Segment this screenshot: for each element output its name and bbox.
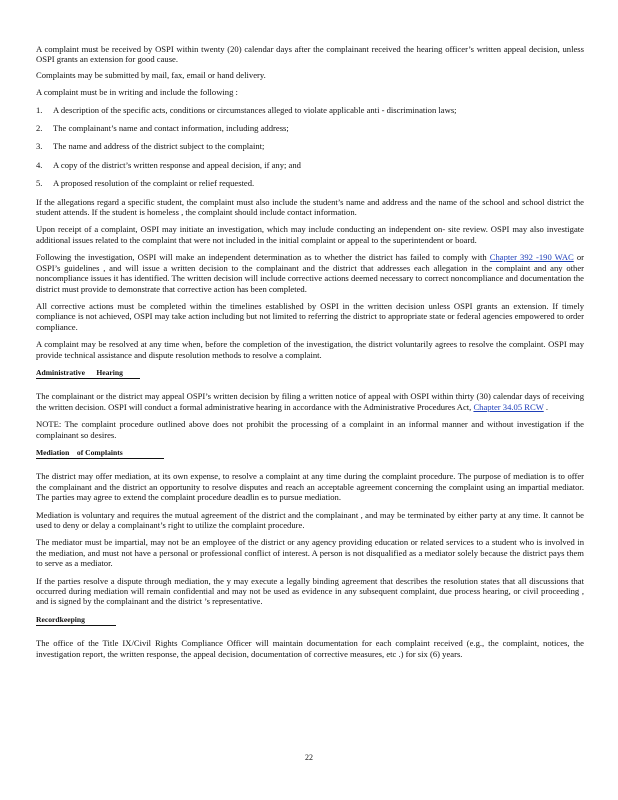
paragraph-mediator-impartial: The mediator must be impartial, may not be an employee of the district or any agency providing education or related services to a student who is involved in the mediation, and must not have a personal or professional conflict of interest. A person is not disqualified as a mediator solely because the district pays them to serve as a mediator. xyxy=(36,537,584,569)
paragraph-mediation-voluntary: Mediation is voluntary and requires the mutual agreement of the district and the complainant , and may be terminated by either party at any time. It cannot be used to deny or delay a complainant’s right to utilize the complaint procedure. xyxy=(36,509,584,530)
chapter-34-05-rcw-link[interactable]: Chapter 34.05 RCW xyxy=(473,401,544,412)
document-page xyxy=(36,44,584,666)
chapter-392-190-wac-link[interactable]: Chapter 392 -190 WAC xyxy=(489,252,574,263)
requirements-list xyxy=(36,105,584,189)
section-heading-administrative-hearing: Administrative Hearing xyxy=(36,367,584,385)
list-item: 1. A description of the specific acts, conditions or circumstances alleged to violate applicable anti - discrimination laws; xyxy=(36,104,457,115)
paragraph-filing-deadline: A complaint must be received by OSPI within twenty (20) calendar days after the complainant received the hearing officer’s written appeal decision, unless OSPI grants an extension for good cause. xyxy=(36,44,584,65)
paragraph-investigation: Upon receipt of a complaint, OSPI may initiate an investigation, which may include conducting an independent on- site review. OSPI may also investigate additional issues related to the complaint that were not included in the initial complaint or appeal to the superintendent or board. xyxy=(36,224,584,245)
section-heading-recordkeeping: Recordkeeping xyxy=(36,614,584,632)
paragraph-appeal: The complainant or the district may appeal OSPI’s written decision by filing a written notice of appeal with OSPI within thirty (30) calendar days of receiving the written decision. OSPI will conduct a formal administrative hearing in accordance with the Administrative Procedures Act, Chapter 34.05 RCW . xyxy=(36,391,584,412)
paragraph-corrective-actions: All corrective actions must be completed within the timelines established by OSPI in the written decision unless OSPI grants an extension. If timely compliance is not achieved, OSPI may take action including but not limited to referring the district to appropriate state or federal agencies empowered to order compliance. xyxy=(36,300,584,332)
page-number: 22 xyxy=(305,753,313,762)
paragraph-note: NOTE: The complaint procedure outlined above does not prohibit the processing of a complaint in an informal manner and without investigation if the complainant so desires. xyxy=(36,419,584,440)
list-item: 2. The complainant’s name and contact information, including address; xyxy=(36,123,289,134)
paragraph-mediation-offer: The district may offer mediation, at its own expense, to resolve a complaint at any time during the complaint procedure. The purpose of mediation is to offer the complainant and the district an opportunity to resolve disputes and reach an acceptable agreement concerning the complaint using an impartial mediator. The parties may agree to extend the complaint procedure deadlin es to pursue mediation. xyxy=(36,471,584,503)
paragraph-submission-methods: Complaints may be submitted by mail, fax, email or hand delivery. xyxy=(36,69,266,80)
paragraph-complaint-requirements: A complaint must be in writing and include the following : xyxy=(36,87,238,98)
paragraph-recordkeeping: The office of the Title IX/Civil Rights Compliance Officer will maintain documentation for each complaint received (e.g., the complaint, notices, the investigation report, the written response, the appeal decision, documentation of corrective measures, etc .) for six (6) years. xyxy=(36,638,584,659)
list-item: 5. A proposed resolution of the complaint or relief requested. xyxy=(36,178,255,189)
list-item: 4. A copy of the district’s written response and appeal decision, if any; and xyxy=(36,159,301,170)
paragraph-determination: Following the investigation, OSPI will make an independent determination as to whether the district has failed to comply with Chapter 392 -190 WAC or OSPI’s guidelines , and will issue a written decision to the complainant and the district that addresses each allegation in the complaint and any other noncompliance issues it has identified. The written decision will include corrective actions deemed necessary to correct noncompliance and documentation the district must provide to demonstrate that corrective action has been completed. xyxy=(36,252,584,294)
paragraph-specific-student: If the allegations regard a specific student, the complaint must also include the student’s name and address and the name of the school and school district the student attends. If the student is homeless , the complaint should include contact information. xyxy=(36,196,584,218)
paragraph-voluntary-resolution: A complaint may be resolved at any time when, before the completion of the investigation, the district voluntarily agrees to resolve the complaint. OSPI may provide technical assistance and dispute resolution methods to resolve a complaint. xyxy=(36,339,584,360)
section-heading-mediation: Mediation of Complaints xyxy=(36,447,584,465)
paragraph-mediation-agreement: If the parties resolve a dispute through mediation, the y may execute a legally binding agreement that describes the resolution states that all discussions that occurred during mediation will remain confidential and may not be used as evidence in any subsequent complaint, due process hearing, or civil proceeding , and is signed by the complainant and the district ’s representative. xyxy=(36,575,584,607)
list-item: 3. The name and address of the district subject to the complaint; xyxy=(36,141,265,152)
